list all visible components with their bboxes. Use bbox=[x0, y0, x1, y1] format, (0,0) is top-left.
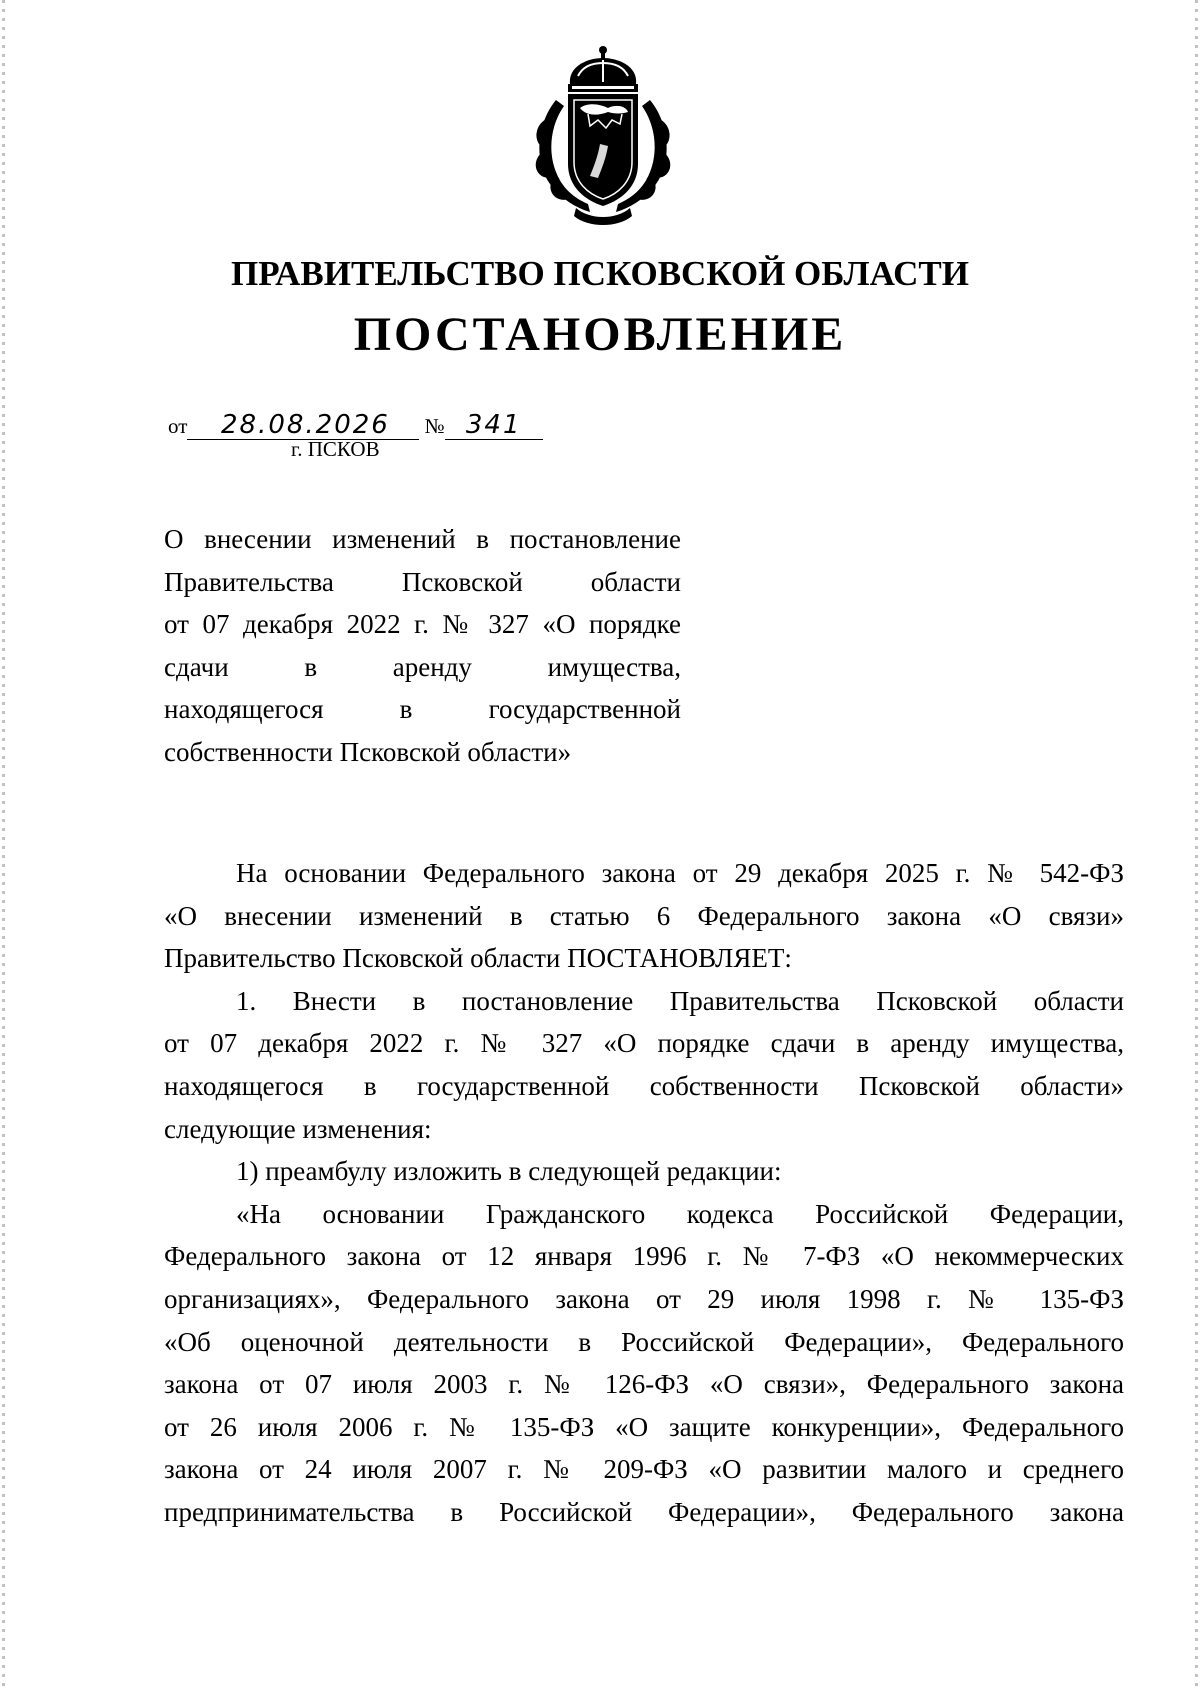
document-type-heading: ПОСТАНОВЛЕНИЕ bbox=[353, 308, 847, 361]
pskov-region-coat-of-arms-icon bbox=[528, 44, 678, 228]
subject-line: от 07 декабря 2022 г. № 327 «О порядке bbox=[164, 609, 681, 640]
date-prefix-label: от bbox=[168, 414, 188, 438]
handwritten-date: 28.08.2026 bbox=[187, 411, 419, 440]
body-line: 1) преамбулу изложить в следующей редакции: bbox=[236, 1156, 782, 1187]
subject-line: сдачи в аренду имущества, bbox=[164, 651, 681, 682]
body-line: Федерального закона от 12 января 1996 г. № 7-ФЗ «О некоммерческих bbox=[164, 1241, 1124, 1272]
document-body bbox=[164, 852, 1124, 1534]
document-subject bbox=[164, 518, 681, 774]
city-label: г. ПСКОВ bbox=[291, 437, 380, 461]
subject-line: собственности Псковской области» bbox=[164, 736, 572, 767]
body-line: «О внесении изменений в статью 6 Федерального закона «О связи» bbox=[164, 900, 1124, 931]
body-line: закона от 24 июля 2007 г. № 209-ФЗ «О развитии малого и среднего bbox=[164, 1454, 1124, 1485]
body-line: «Об оценочной деятельности в Российской Федерации», Федерального bbox=[164, 1326, 1124, 1357]
body-line: предпринимательства в Российской Федерации», Федерального закона bbox=[164, 1496, 1124, 1527]
body-line: 1. Внести в постановление Правительства Псковской области bbox=[236, 985, 1124, 1016]
body-line: Правительство Псковской области ПОСТАНОВЛЯЕТ: bbox=[164, 943, 792, 974]
body-line: находящегося в государственной собственности Псковской области» bbox=[164, 1070, 1124, 1101]
coat-of-arms-drawing bbox=[528, 44, 678, 228]
body-line: следующие изменения: bbox=[164, 1113, 432, 1144]
body-line: от 07 декабря 2022 г. № 327 «О порядке сдачи в аренду имущества, bbox=[164, 1028, 1124, 1059]
body-line: от 26 июля 2006 г. № 135-ФЗ «О защите конкуренции», Федерального bbox=[164, 1411, 1124, 1442]
subject-line: О внесении изменений в постановление bbox=[164, 524, 681, 554]
body-line: На основании Федерального закона от 29 декабря 2025 г. № 542-ФЗ bbox=[236, 858, 1124, 888]
government-name-heading: ПРАВИТЕЛЬСТВО ПСКОВСКОЙ ОБЛАСТИ bbox=[231, 254, 969, 293]
body-line: организациях», Федерального закона от 29 июля 1998 г. № 135-ФЗ bbox=[164, 1283, 1124, 1314]
body-line: закона от 07 июля 2003 г. № 126-ФЗ «О связи», Федерального закона bbox=[164, 1369, 1124, 1400]
subject-line: Правительства Псковской области bbox=[164, 566, 681, 597]
body-line: «На основании Гражданского кодекса Российской Федерации, bbox=[236, 1198, 1124, 1229]
handwritten-number: 341 bbox=[445, 411, 543, 440]
number-sign-label: № bbox=[424, 414, 445, 438]
subject-line: находящегося в государственной bbox=[164, 694, 681, 725]
